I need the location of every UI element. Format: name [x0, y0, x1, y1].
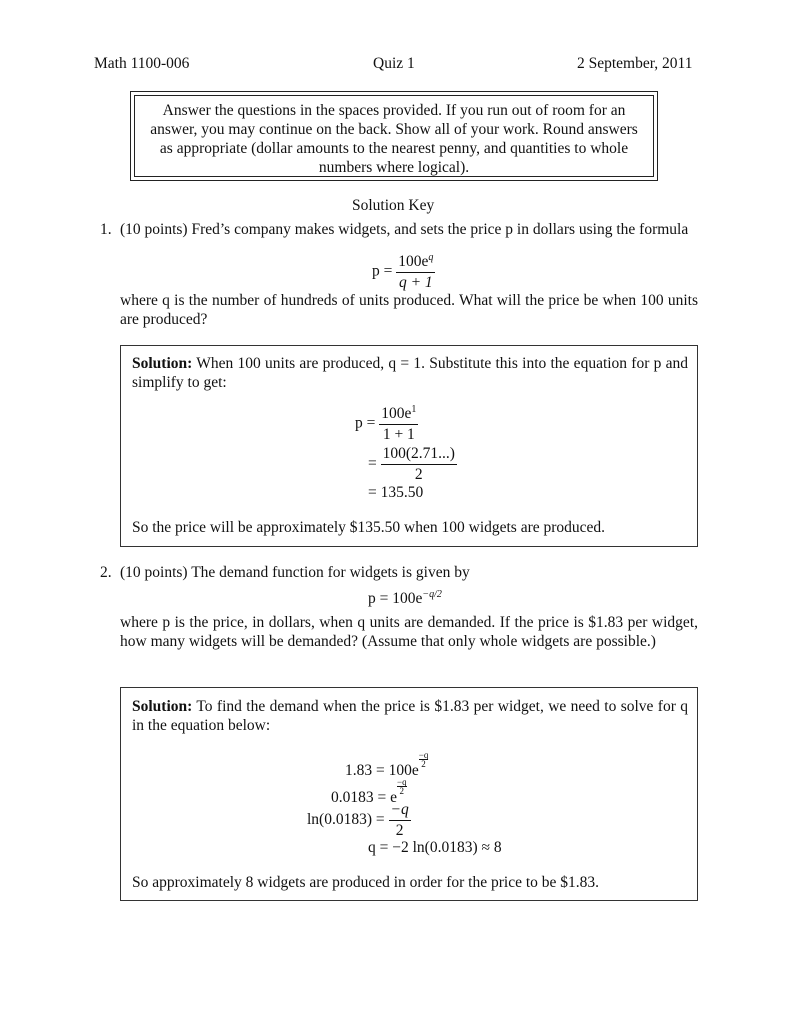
- q2-eq1-exp-den: 2: [421, 759, 426, 769]
- q2-solution-text: [132, 697, 688, 735]
- q1-step1-sup: 1: [411, 404, 417, 415]
- q2-eq3: [307, 801, 411, 840]
- q2-formula-base: p = 100e: [368, 590, 423, 608]
- q2-eq2-exp-num: −q: [397, 777, 407, 787]
- q1-conclusion: So the price will be approximately $135.50 when 100 widgets are produced.: [132, 519, 606, 536]
- q1-solution-box: [120, 345, 698, 547]
- q1-formula-fraction: [396, 252, 435, 292]
- q1-intro: (10 points) Fred’s company makes widgets, and sets the price p in dollars using the formula: [120, 221, 689, 238]
- q1-step3: = 135.50: [368, 484, 424, 501]
- q2-eq1-exponent: [419, 751, 429, 768]
- q1-formula-sup: q: [428, 252, 434, 263]
- q2-eq3-den: 2: [395, 822, 404, 839]
- q2-solution-label: Solution:: [132, 698, 193, 715]
- q1-step1-den: 1 + 1: [382, 426, 415, 444]
- q2-eq1: [345, 751, 428, 780]
- q2-solution-body: To find the demand when the price is $1.83 per widget, we need to solve for q in the equation below:: [132, 698, 688, 734]
- q1-step2-den: 2: [414, 466, 423, 483]
- q1-step2-fraction: [381, 445, 457, 484]
- q2-eq1-exp-num: −q: [418, 750, 429, 760]
- q2-eq3-num: −q: [389, 801, 411, 821]
- q2-solution-box: [120, 687, 698, 901]
- date-label: 2 September, 2011: [577, 55, 693, 72]
- q1-formula-lhs: p =: [372, 262, 393, 280]
- q1-step1-num: 100e: [381, 405, 412, 423]
- q2-formula: [368, 589, 442, 608]
- q1-step1: [355, 404, 418, 444]
- q2-question: where p is the price, in dollars, when q units are demanded. If the price is $1.83 per widget, how many widgets will be demanded? (Assume that only whole widgets are possible.): [120, 614, 698, 650]
- q2-eq4: q = −2 ln(0.0183) ≈ 8: [368, 839, 502, 856]
- instructions-text: Answer the questions in the spaces provided. If you run out of room for an answer, you may continue on the back. Show all of your work. Round answers as appropriate (dollar amounts to the nearest penny, and quantities to whole numbers where logical).: [134, 95, 654, 177]
- q1-solution-text: [132, 354, 688, 392]
- instructions-box: [130, 91, 658, 181]
- q1-solution-body: When 100 units are produced, q = 1. Substitute this into the equation for p and simplify to get:: [132, 355, 688, 391]
- q1-step2-lhs: =: [368, 455, 377, 473]
- course-label: Math 1100-006: [94, 55, 190, 72]
- q2-eq2-exp-den: 2: [399, 786, 405, 796]
- q2-intro: (10 points) The demand function for widgets is given by: [120, 564, 470, 581]
- q1-solution-label: Solution:: [132, 355, 193, 372]
- q2-eq3-fraction: [389, 801, 411, 840]
- q1-number: 1.: [100, 221, 112, 238]
- q2-eq3-lhs: ln(0.0183) =: [307, 811, 385, 829]
- q2-eq1-lhs: 1.83 = 100e: [345, 762, 419, 779]
- quiz-label: Quiz 1: [373, 55, 415, 72]
- q1-step1-lhs: p =: [355, 414, 376, 432]
- q2-number: 2.: [100, 564, 112, 581]
- q1-formula-den: q + 1: [398, 274, 433, 292]
- q1-question: where q is the number of hundreds of units produced. What will the price be when 100 units are produced?: [120, 292, 698, 328]
- q1-step2: [368, 445, 457, 484]
- q2-conclusion: So approximately 8 widgets are produced in order for the price to be $1.83.: [132, 874, 600, 891]
- q2-eq2-exponent: [397, 778, 407, 795]
- q1-formula: [372, 252, 435, 292]
- q1-step1-fraction: [379, 404, 418, 444]
- solution-key-title: Solution Key: [352, 197, 435, 214]
- q2-eq2-lhs: 0.0183 = e: [331, 789, 397, 806]
- q1-formula-num: 100e: [398, 253, 429, 271]
- q2-formula-sup: −q/2: [422, 589, 442, 600]
- q1-step2-num: 100(2.71...): [381, 445, 457, 465]
